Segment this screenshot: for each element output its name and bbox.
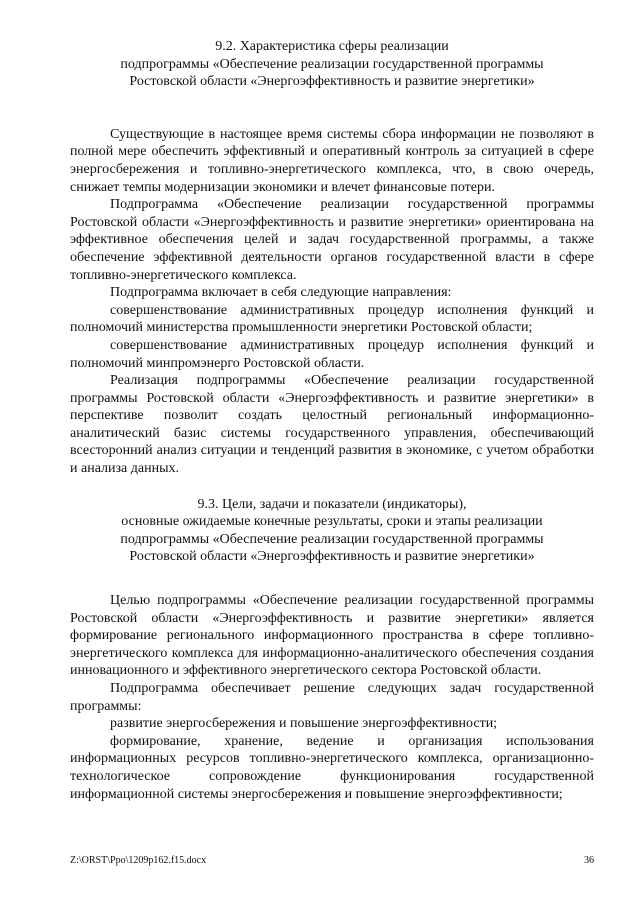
paragraph: Подпрограмма «Обеспечение реализации государственной программы Ростовской области «Энергоэффективность и развитие энергетики» ориентирована на эффективное обеспечения целей и задач государственной программы, а также обеспечение эффективной деятельности органов государственной власти в сфере топливно-энергетического комплекса. [70, 197, 594, 283]
paragraph: Существующие в настоящее время системы сбора информации не позволяют в полной мере обеспечить эффективный и оперативный контроль за ситуацией в сфере энергосбережения и топливно-энергетического комплекса, что, в свою очередь, снижает темпы модернизации экономики и влечет финансовые потери. [70, 126, 594, 195]
heading-line: 9.2. Характеристика сферы реализации [215, 39, 449, 54]
section-heading-9-2 [70, 38, 594, 91]
paragraph: Целью подпрограммы «Обеспечение реализации государственной программы Ростовской области «Энергоэффективность и развитие энергетики» является формирование регионального информационного пространства в сфере топливно-энергетического комплекса для информационно-аналитического обеспечения создания инновационного и эффективного энергетического сектора Ростовской области. [70, 593, 594, 679]
paragraph: Реализация подпрограммы «Обеспечение реализации государственной программы Ростовской области «Энергоэффективность и развитие энергетики» в перспективе позволит создать целостный региональный информационно-аналитический базис системы государственного управления, обеспечивающий всесторонний анализ ситуации и тенденций развития в экономике, с учетом обработки и анализа данных. [70, 373, 594, 477]
heading-line: Ростовской области «Энергоэффективность и развитие энергетики» [129, 74, 535, 90]
paragraph: Подпрограмма обеспечивает решение следующих задач государственной программы: [70, 681, 594, 714]
file-path: Z:\ORST\Ppo\1209p162.f15.docx [70, 855, 207, 866]
document-page [70, 38, 594, 803]
paragraph: формирование, хранение, ведение и организация использования информационных ресурсов топливно-энергетического комплекса, организационно-технологическое сопровождение функционирования государственной информационной системы энергосбережения и повышение энергоэффективности; [70, 733, 594, 802]
section-heading-9-3 [70, 496, 594, 566]
heading-line: Ростовской области «Энергоэффективность и развитие энергетики» [129, 549, 535, 565]
paragraph: совершенствование административных процедур исполнения функций и полномочий минпромэнерго Ростовской области. [70, 337, 594, 371]
page-number: 36 [584, 855, 594, 866]
heading-line: 9.3. Цели, задачи и показатели (индикаторы), [197, 496, 467, 512]
paragraph: Подпрограмма включает в себя следующие направления: [110, 285, 452, 301]
paragraph: совершенствование административных процедур исполнения функций и полномочий министерства промышленности энергетики Ростовской области; [70, 302, 594, 336]
section-body-9-3 [70, 592, 594, 803]
heading-line: подпрограммы «Обеспечение реализации государственной программы [120, 56, 544, 72]
paragraph: развитие энергосбережения и повышение энергоэффективности; [110, 716, 498, 732]
section-body-9-2 [70, 126, 594, 478]
heading-line: подпрограммы «Обеспечение реализации государственной программы [120, 531, 544, 547]
heading-line: основные ожидаемые конечные результаты, сроки и этапы реализации [121, 514, 543, 530]
